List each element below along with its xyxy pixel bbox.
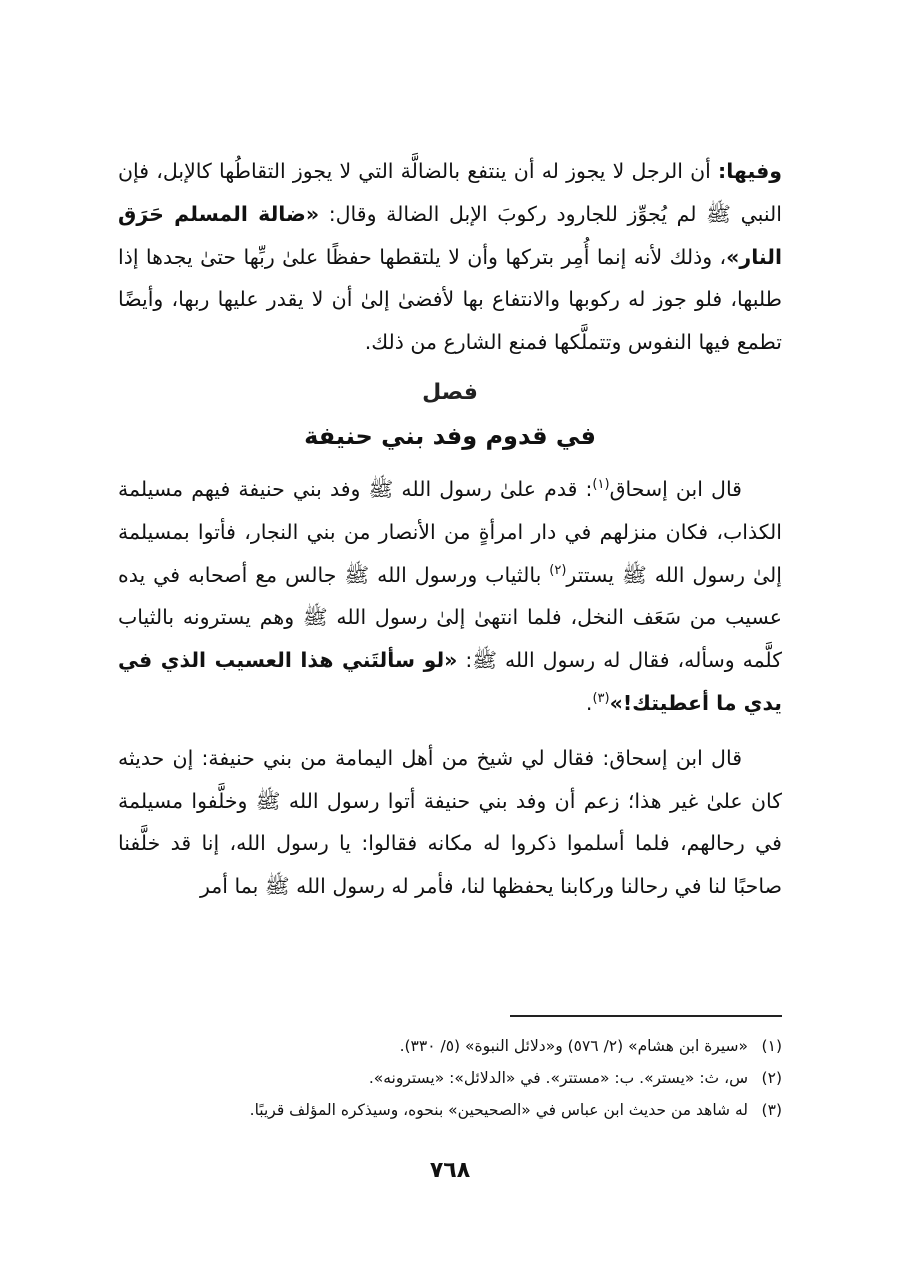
footnote-ref-1[interactable]: (١) — [592, 477, 610, 493]
paragraph-text: قال ابن إسحاق — [609, 476, 742, 501]
section-heading: فصل — [422, 379, 478, 405]
paragraph-2 — [118, 468, 782, 725]
footnote-text: «سيرة ابن هشام» (٢/ ٥٧٦) و«دلائل النبوة» (٥/ ٣٣٠). — [399, 1037, 748, 1055]
paragraph-lead: وفيها: — [718, 159, 782, 183]
footnote-number: (٢) — [761, 1069, 782, 1087]
section-title: في قدوم وفد بني حنيفة — [304, 421, 596, 450]
paragraph-text: ، وذلك لأنه إنما أُمِر بتركها وأن لا يلتقطها حفظًا علىٰ ربِّها حتىٰ يجدها إذا طلبها، فلو جوز له ركوبها والانتفاع بها لأفضىٰ إلىٰ أن لا يقدر عليها ربها، وأيضًا تطمع فيها النفوس وتتملَّكها فمنع الشارع من ذلك. — [118, 244, 782, 355]
paragraph-text: أن الرجل لا يجوز له أن ينتفع بالضالَّة التي لا يجوز التقاطُها كالإبل، فإن النبي ﷺ لم يُجوِّز للجارود ركوبَ الإبل الضالة وقال: — [118, 159, 782, 226]
paragraph-text: بالثياب ورسول الله ﷺ جالس مع أصحابه في يده عسيب من سَعَف النخل، فلما انتهىٰ إلىٰ رسول الله ﷺ وهم يسترونه بالثياب كلَّمه وسأله، فقال له رسول الله ﷺ: — [118, 562, 782, 673]
footnote-divider — [510, 1015, 782, 1017]
footnote-ref-3[interactable]: (٣) — [592, 691, 610, 707]
hadith-quote: «ضالة المسلم حَرَق النار» — [118, 201, 782, 269]
footnote-ref-2[interactable]: (٢) — [549, 562, 567, 578]
footnote-number: (١) — [761, 1037, 782, 1055]
page-number: ٧٦٨ — [429, 1158, 471, 1183]
footnotes — [118, 1030, 782, 1126]
footnote-number: (٣) — [761, 1101, 782, 1119]
footnote-3 — [118, 1094, 782, 1126]
footnote-1 — [118, 1030, 782, 1062]
main-text — [118, 150, 782, 908]
paragraph-3 — [118, 737, 782, 908]
footnote-text: س، ث: «يستر». ب: «مستتر». في «الدلائل»: «يسترونه». — [368, 1069, 748, 1087]
paragraph-1 — [118, 150, 782, 364]
hadith-quote: «لو سألتَني هذا العسيب الذي في يدي ما أعطيتك!» — [118, 648, 782, 715]
paragraph-text: . — [585, 690, 593, 715]
footnote-text: له شاهد من حديث ابن عباس في «الصحيحين» بنحوه، وسيذكره المؤلف قريبًا. — [249, 1101, 748, 1119]
paragraph-text: : قدم علىٰ رسول الله ﷺ وفد بني حنيفة فيهم مسيلمة الكذاب، فكان منزلهم في دار امرأةٍ من الأنصار من بني النجار، فأتوا بمسيلمة إلىٰ رسول الله ﷺ يستتر — [118, 476, 782, 587]
footnote-2 — [118, 1062, 782, 1094]
paragraph-text: قال ابن إسحاق: فقال لي شيخ من أهل اليمامة من بني حنيفة: إن حديثه كان علىٰ غير هذا؛ زعم أن وفد بني حنيفة أتوا رسول الله ﷺ وخلَّفوا مسيلمة في رحالهم، فلما أسلموا ذكروا له مكانه فقالوا: يا رسول الله، إنا قد خلَّفنا صاحبًا لنا في رحالنا وركابنا يحفظها لنا، فأمر له رسول الله ﷺ بما أمر — [118, 745, 782, 899]
